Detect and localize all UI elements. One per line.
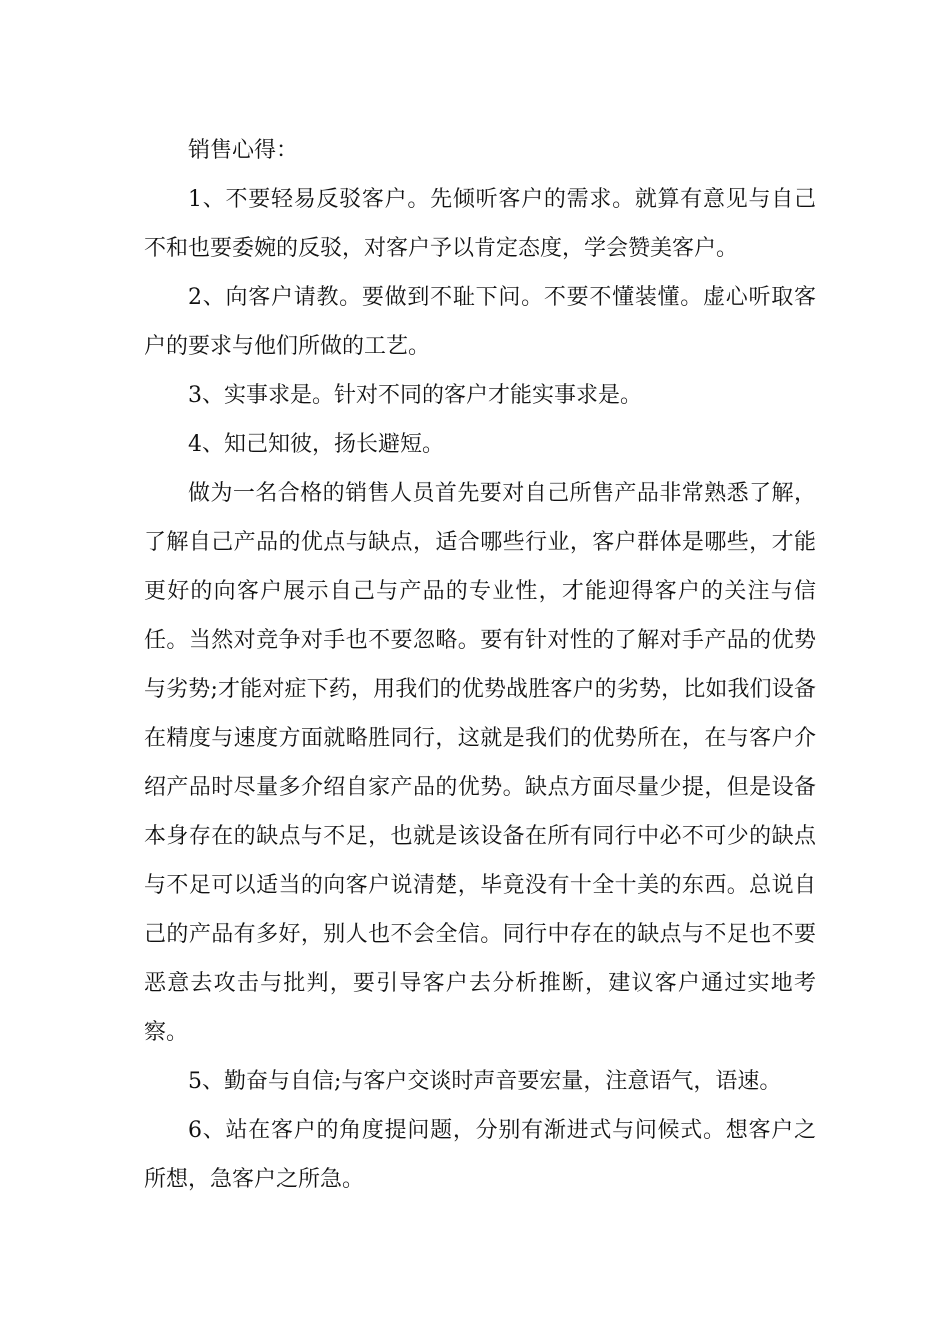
paragraph-body: 做为一名合格的销售人员首先要对自己所售产品非常熟悉了解，了解自己产品的优点与缺点，适合哪些行业，客户群体是哪些，才能更好的向客户展示自己与产品的专业性，才能迎得客户的关注与信任。当然对竞争对手也不要忽略。要有针对性的了解对手产品的优势与劣势;才能对症下药，用我们的优势战胜客户的劣势，比如我们设备在精度与速度方面就略胜同行，这就是我们的优势所在，在与客户介绍产品时尽量多介绍自家产品的优势。缺点方面尽量少提，但是设备本身存在的缺点与不足，也就是该设备在所有同行中必不可少的缺点与不足可以适当的向客户说清楚，毕竟没有十全十美的东西。总说自己的产品有多好，别人也不会全信。同行中存在的缺点与不足也不要恶意去攻击与批判，要引导客户去分析推断，建议客户通过实地考察。 (144, 481, 816, 1045)
paragraph-heading: 销售心得： (188, 138, 299, 163)
paragraph-item-2: 2、向客户请教。要做到不耻下问。不要不懂装懂。虚心听取客户的要求与他们所做的工艺。 (144, 285, 816, 359)
paragraph-item-3: 3、实事求是。针对不同的客户才能实事求是。 (188, 383, 642, 408)
paragraph-item-5: 5、勤奋与自信;与客户交谈时声音要宏量，注意语气，语速。 (188, 1069, 782, 1094)
paragraph-item-1: 1、不要轻易反驳客户。先倾听客户的需求。就算有意见与自己不和也要委婉的反驳，对客户予以肯定态度，学会赞美客户。 (144, 187, 816, 261)
paragraph-item-4: 4、知己知彼，扬长避短。 (188, 432, 444, 457)
paragraph-item-6: 6、站在客户的角度提问题，分别有渐进式与问候式。想客户之所想，急客户之所急。 (144, 1118, 816, 1192)
document-body (144, 126, 816, 1204)
